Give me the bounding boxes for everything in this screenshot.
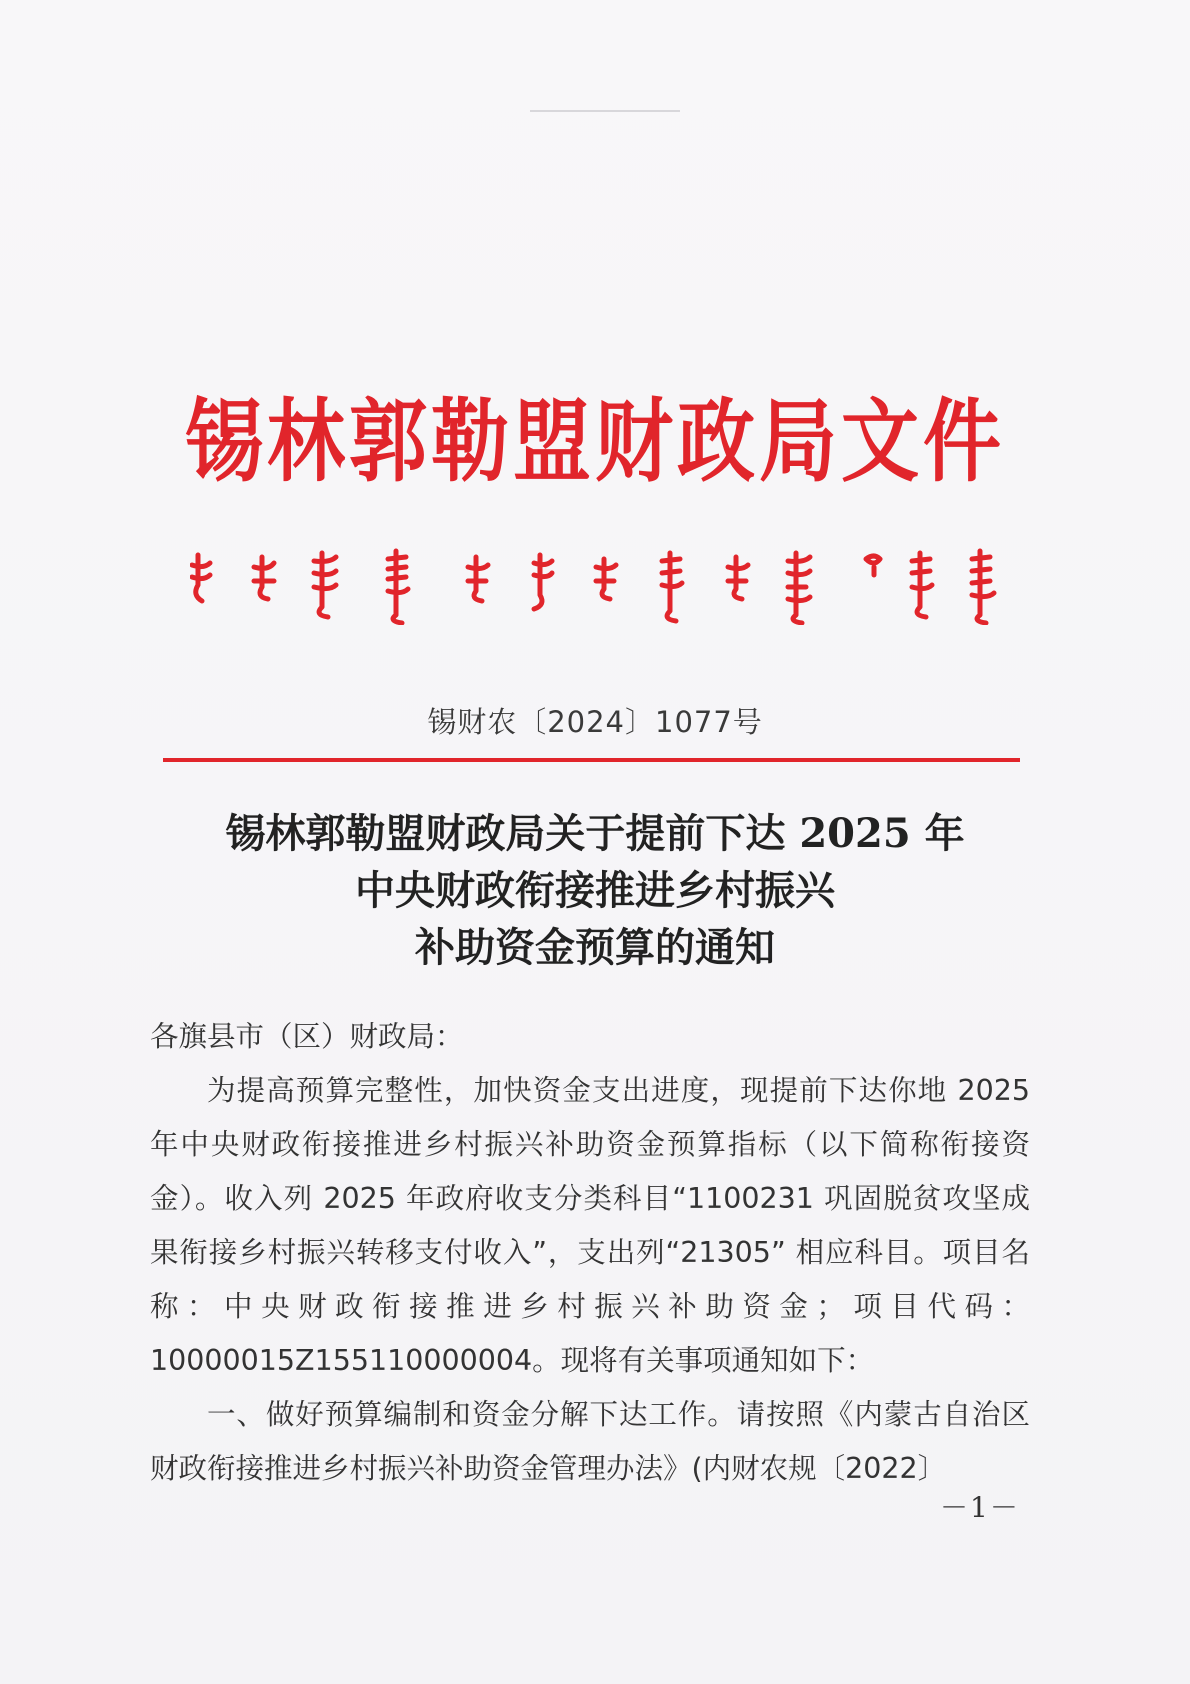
page-number: －1－ [940, 1491, 1020, 1524]
scan-mark [530, 110, 680, 112]
title-line-2: 中央财政衔接推进乡村振兴 [355, 867, 835, 914]
document-number: 锡财农〔2024〕1077号 [427, 705, 763, 739]
org-header-title: 锡林郭勒盟财政局文件 [184, 390, 1005, 495]
title-line-1: 锡林郭勒盟财政局关于提前下达 2025 年 [225, 810, 965, 857]
mongolian-script-header [190, 545, 1000, 625]
title-line-3: 补助资金预算的通知 [415, 924, 775, 971]
paragraph-section-1: 一、做好预算编制和资金分解下达工作。请按照《内蒙古自治区财政衔接推进乡村振兴补助资金管理办法》(内财农规〔2022〕 [150, 1398, 1030, 1485]
paragraph-intro: 为提高预算完整性，加快资金支出进度，现提前下达你地 2025 年中央财政衔接推进乡村振兴补助资金预算指标（以下简称衔接资金）。收入列 2025 年政府收支分类科目“1100231 巩固脱贫攻坚成果衔接乡村振兴转移支付收入”，支出列“21305” 相应科目。项目名称：中央财政衔接推进乡村振兴补助资金；项目代码：10000015Z155110000004。现将有关事项通知如下： [150, 1074, 1030, 1377]
document-body [150, 1010, 1030, 1496]
salutation: 各旗县市（区）财政局： [150, 1020, 464, 1053]
red-divider-line [163, 758, 1020, 762]
document-title [140, 805, 1050, 976]
